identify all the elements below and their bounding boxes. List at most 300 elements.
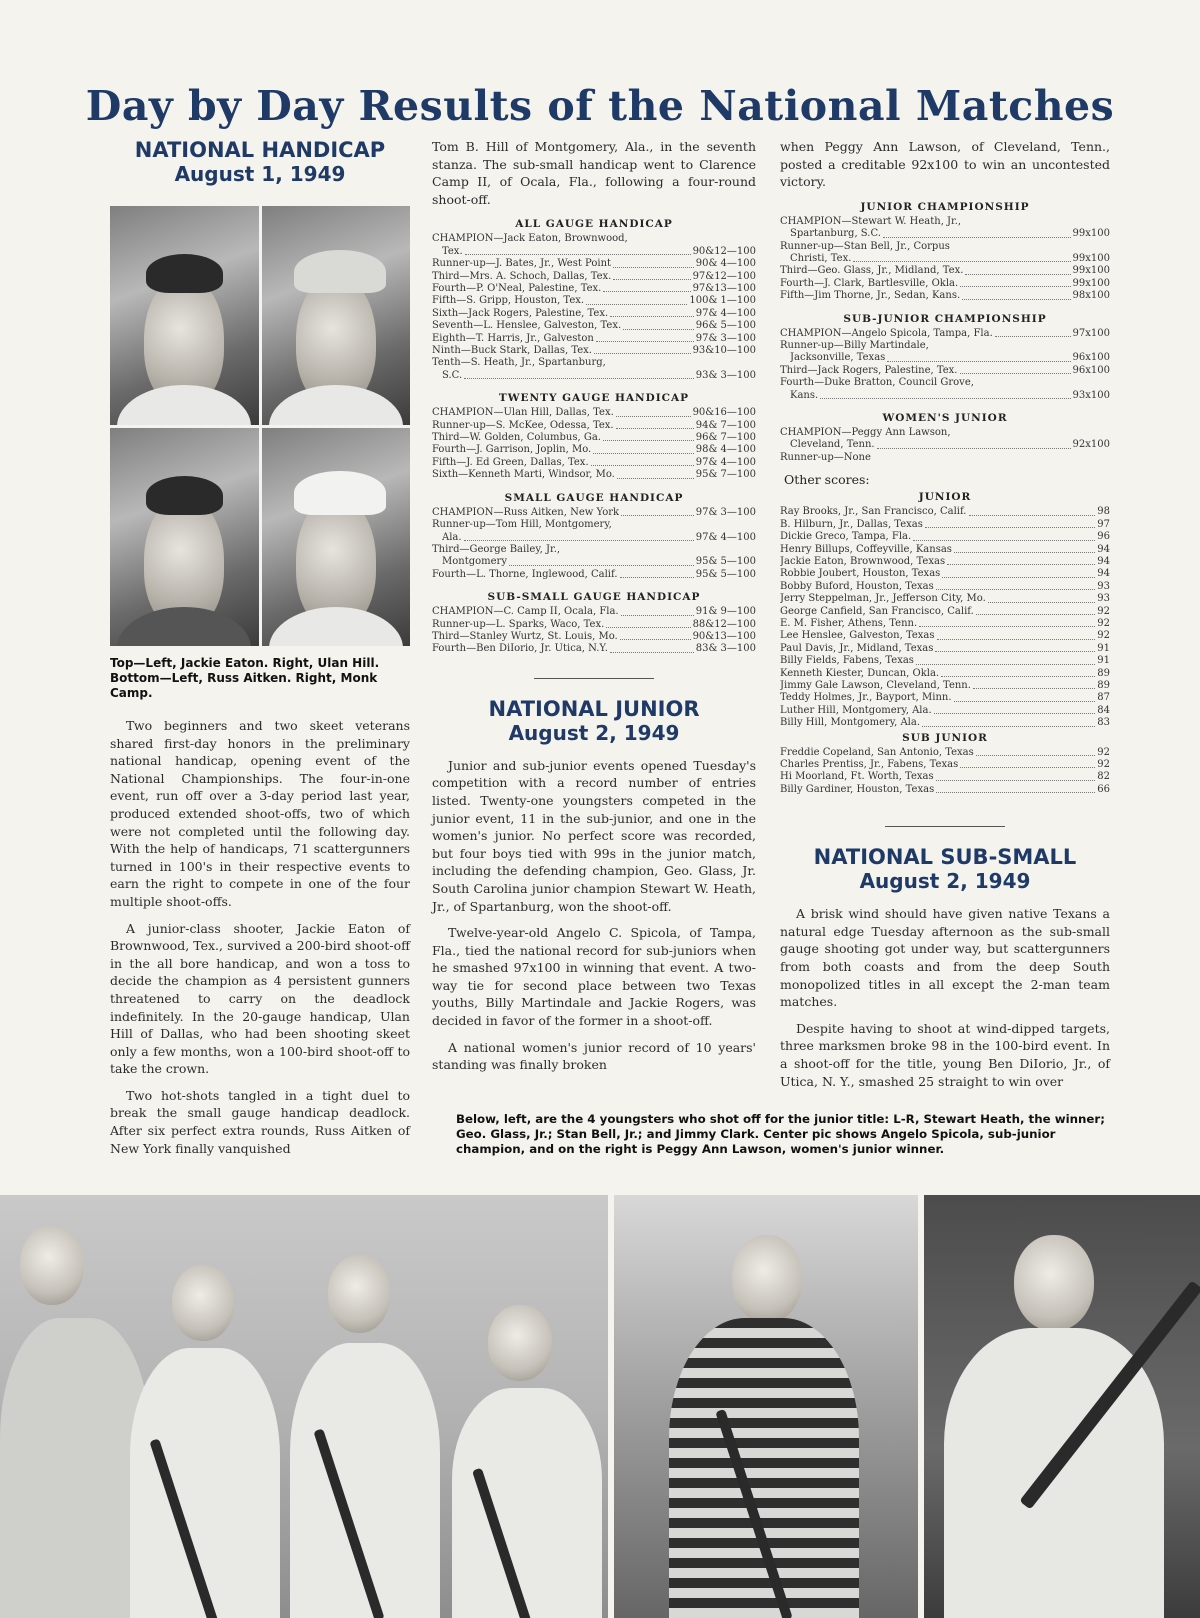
result-name: CHAMPION—Jack Eaton, Brownwood, (432, 233, 628, 245)
result-name: Jackie Eaton, Brownwood, Texas (780, 555, 946, 567)
photo-angelo-spicola (614, 1195, 918, 1618)
result-score: 90&12—100 (692, 245, 756, 257)
small-gauge-results (432, 507, 756, 581)
result-row (780, 747, 1110, 759)
result-name: Ray Brooks, Jr., San Francisco, Calif. (780, 506, 967, 518)
sub-small-article (780, 905, 1110, 1090)
result-name: CHAMPION—Stewart W. Heath, Jr., (780, 215, 962, 227)
result-score: 92 (1097, 605, 1110, 617)
leader-dots (509, 565, 694, 566)
leader-dots (593, 453, 694, 454)
result-row (432, 420, 756, 432)
column-middle (432, 138, 756, 1083)
result-row (432, 345, 756, 357)
leader-dots (464, 540, 694, 541)
result-score: 96& 5—100 (695, 320, 756, 332)
result-name: Runner-up—Billy Martindale, (780, 340, 929, 352)
paragraph: A brisk wind should have given native Texans a natural edge Tuesday afternoon as the sub-small gauge shooting got under way, but scattergunners from both coasts and from the deep South monopolized titles in all except the 2-man team matches. (780, 906, 1110, 1010)
result-row (780, 452, 1110, 464)
result-score: 97& 3—100 (695, 506, 756, 518)
result-name: Fourth—P. O'Neal, Palestine, Tex. (432, 283, 602, 294)
leader-dots (616, 416, 691, 417)
sub-junior-championship-results (780, 328, 1110, 402)
small-gauge-heading: SMALL GAUGE HANDICAP (504, 491, 684, 504)
result-row (780, 680, 1110, 692)
bottom-photo-caption: Below, left, are the 4 youngsters who shot off for the junior title: L-R, Stewart Heath, the winner; Geo. Glass, Jr.; Stan Bell, Jr.; and Jimmy Clark. Center pic shows Angelo Spicola, sub-junior champion, and on the right is Peggy Ann Lawson, women's junior winner. (456, 1112, 1105, 1156)
leader-dots (620, 577, 694, 578)
result-row (780, 556, 1110, 568)
leader-dots (591, 465, 694, 466)
result-row (432, 357, 756, 369)
result-row (780, 759, 1110, 771)
result-row (432, 370, 756, 382)
result-row (432, 283, 756, 295)
result-score: 92x100 (1072, 439, 1110, 451)
result-name: Runner-up—Stan Bell, Jr., Corpus (780, 240, 950, 252)
junior-championship-heading: JUNIOR CHAMPIONSHIP (860, 200, 1030, 213)
result-row (780, 352, 1110, 364)
result-score: 92 (1097, 617, 1110, 629)
result-name: E. M. Fisher, Athens, Tenn. (780, 617, 918, 629)
result-name: Billy Fields, Fabens, Texas (780, 655, 914, 667)
paragraph: Junior and sub-junior events opened Tuesday's competition with a record number of entries listed. Twenty-one youngsters competed in the junior event, 11 in the sub-junior, and one in the women's junior. No perfect score was recorded, but four boys tied with 99s in the junior match, including the defending champion, Geo. Glass, Jr. South Carolina junior champion Stewart W. Heath, Jr., of Spartanburg, won the shoot-off. (432, 757, 756, 914)
leader-dots (937, 639, 1096, 640)
result-score: 99x100 (1072, 277, 1110, 289)
result-name: Montgomery (442, 556, 507, 568)
result-score: 91 (1097, 642, 1110, 654)
result-row (780, 439, 1110, 451)
result-row (780, 643, 1110, 655)
paragraph: Tom B. Hill of Montgomery, Ala., in the seventh stanza. The sub-small handicap went to Clarence Camp II, of Ocala, Fla., following a four-round shoot-off. (432, 139, 756, 207)
result-row (780, 290, 1110, 302)
result-name: Jimmy Gale Lawson, Cleveland, Tenn. (780, 679, 971, 691)
result-name: Fourth—L. Thorne, Inglewood, Calif. (432, 568, 618, 580)
result-name: Fourth—Duke Bratton, Council Grove, (780, 377, 974, 389)
result-score: 95& 7—100 (695, 469, 756, 481)
result-row (780, 216, 1110, 228)
leader-dots (596, 341, 694, 342)
paragraph: Two beginners and two skeet veterans shared first-day honors in the preliminary national handicap, opening event of the National Championships. The four-in-one event, run off over a 3-day period last year, produced extended shoot-offs, two of which were not completed until the following day. With the help of handicaps, 71 scattergunners turned in 100's in their respective events to earn the right to compete in one of the four multiple shoot-offs. (110, 718, 410, 909)
portrait-grid (110, 206, 410, 646)
result-score: 97x100 (1072, 327, 1110, 339)
result-row (780, 618, 1110, 630)
leader-dots (606, 627, 690, 628)
result-name: Third—Stanley Wurtz, St. Louis, Mo. (432, 630, 618, 642)
paragraph: Despite having to shoot at wind-dipped targets, three marksmen broke 98 in the 100-bird event. In a shoot-off for the title, young Ben DiIorio, Jr., of Utica, N. Y., smashed 25 straight to win over (780, 1020, 1110, 1089)
result-name: Runner-up—None (780, 451, 871, 463)
result-row (432, 606, 756, 618)
result-row (432, 457, 756, 469)
result-score: 88&12—100 (692, 618, 756, 630)
other-sub-junior-results (780, 747, 1110, 797)
result-score: 93 (1097, 580, 1110, 592)
result-row (780, 717, 1110, 729)
paragraph: A junior-class shooter, Jackie Eaton of Brownwood, Tex., survived a 200-bird shoot-off in the all bore handicap, and won a toss to decide the champion as 4 persistent gunners threatened to carry on the deadlock indefinitely. In the 20-gauge handicap, Ulan Hill of Dallas, who had been shooting skeet only a few months, won a 100-bird shoot-off to take the crown. (110, 920, 410, 1077)
result-row (780, 328, 1110, 340)
leader-dots (613, 279, 690, 280)
handicap-article (110, 717, 410, 1157)
result-row (780, 506, 1110, 518)
result-name: Lee Henslee, Galveston, Texas (780, 630, 935, 642)
portrait-russ-aitken (110, 428, 259, 647)
result-score: 95& 5—100 (695, 568, 756, 580)
leader-dots (877, 448, 1071, 449)
result-row (432, 544, 756, 556)
leader-dots (621, 615, 694, 616)
result-name: Jacksonville, Texas (790, 352, 886, 364)
result-name: Billy Gardiner, Houston, Texas (780, 783, 935, 795)
portrait-jackie-eaton (110, 206, 259, 425)
result-row (780, 228, 1110, 240)
result-score: 98x100 (1072, 290, 1110, 302)
sub-small-date: August 2, 1949 (859, 869, 1031, 894)
result-score: 94 (1097, 555, 1110, 567)
leader-dots (954, 552, 1095, 553)
leader-dots (913, 540, 1095, 541)
result-name: Runner-up—J. Bates, Jr., West Point (432, 258, 612, 270)
sub-junior-championship-heading: SUB-JUNIOR CHAMPIONSHIP (843, 312, 1047, 325)
leader-dots (820, 398, 1070, 399)
page-title: Day by Day Results of the National Matches (85, 82, 1115, 130)
result-name: Third—W. Golden, Columbus, Ga. (432, 432, 601, 444)
result-row (432, 569, 756, 581)
other-sub-junior-heading: SUB JUNIOR (902, 731, 988, 744)
leader-dots (995, 336, 1071, 337)
result-row (432, 271, 756, 283)
leader-dots (623, 329, 694, 330)
sub-small-gauge-results (432, 606, 756, 656)
result-row (432, 507, 756, 519)
result-name: Kenneth Kiester, Duncan, Okla. (780, 667, 940, 679)
sub-small-title: NATIONAL SUB-SMALL (813, 845, 1077, 870)
result-name: Spartanburg, S.C. (790, 228, 881, 240)
result-score: 96x100 (1072, 352, 1110, 364)
result-row (780, 544, 1110, 556)
result-row (780, 593, 1110, 605)
result-name: CHAMPION—C. Camp II, Ocala, Fla. (432, 606, 619, 618)
all-gauge-heading: ALL GAUGE HANDICAP (515, 218, 673, 231)
divider (534, 678, 654, 679)
result-score: 93&10—100 (692, 345, 756, 357)
result-name: Third—Jack Rogers, Palestine, Tex. (780, 364, 958, 376)
leader-dots (988, 602, 1095, 603)
result-score: 95& 5—100 (695, 556, 756, 568)
leader-dots (883, 237, 1071, 238)
bottom-photo-strip (0, 1195, 1200, 1618)
result-row (432, 556, 756, 568)
result-row (780, 655, 1110, 667)
paragraph: A national women's junior record of 10 years' standing was finally broken (432, 1039, 756, 1073)
result-row (432, 432, 756, 444)
result-name: Henry Billups, Coffeyville, Kansas (780, 543, 952, 555)
twenty-gauge-results (432, 407, 756, 481)
leader-dots (616, 428, 694, 429)
result-name: Bobby Buford, Houston, Texas (780, 580, 934, 592)
result-score: 66 (1097, 783, 1110, 795)
leader-dots (947, 564, 1095, 565)
result-name: Billy Hill, Montgomery, Ala. (780, 717, 921, 729)
leader-dots (934, 713, 1096, 714)
other-junior-results (780, 506, 1110, 729)
result-score: 92 (1097, 759, 1110, 770)
leader-dots (942, 577, 1095, 578)
photo-four-youngsters (0, 1195, 608, 1618)
result-score: 90&16—100 (692, 407, 756, 419)
result-row (432, 444, 756, 456)
result-score: 92 (1097, 746, 1110, 758)
leader-dots (603, 291, 690, 292)
junior-title: NATIONAL JUNIOR (488, 696, 700, 721)
result-score: 83 (1097, 717, 1110, 729)
result-name: Fifth—Jim Thorne, Jr., Sedan, Kans. (780, 290, 961, 302)
leader-dots (922, 726, 1095, 727)
leader-dots (465, 254, 691, 255)
leader-dots (962, 299, 1070, 300)
result-score: 97& 3—100 (695, 332, 756, 344)
result-name: CHAMPION—Russ Aitken, New York (432, 506, 620, 518)
leader-dots (935, 651, 1095, 652)
result-score: 91 (1097, 655, 1110, 667)
leader-dots (853, 261, 1070, 262)
result-score: 99x100 (1072, 228, 1110, 240)
result-row (780, 630, 1110, 642)
result-score: 97& 4—100 (695, 307, 756, 319)
result-row (432, 532, 756, 544)
result-name: Third—George Bailey, Jr., (432, 543, 561, 555)
result-row (780, 340, 1110, 352)
result-row (780, 253, 1110, 265)
result-name: Jerry Steppelman, Jr., Jefferson City, Mo. (780, 593, 986, 605)
womens-junior-results (780, 427, 1110, 464)
result-name: Charles Prentiss, Jr., Fabens, Texas (780, 759, 959, 770)
leader-dots (620, 639, 691, 640)
result-row (432, 295, 756, 307)
leader-dots (973, 688, 1095, 689)
photo-peggy-ann-lawson (924, 1195, 1200, 1618)
result-row (432, 619, 756, 631)
result-score: 84 (1097, 704, 1110, 716)
result-score: 97& 4—100 (695, 531, 756, 543)
result-row (432, 233, 756, 245)
twenty-gauge-heading: TWENTY GAUGE HANDICAP (498, 392, 690, 405)
paragraph: when Peggy Ann Lawson, of Cleveland, Tenn., posted a creditable 92x100 to win an uncontested victory. (780, 139, 1110, 190)
result-row (780, 692, 1110, 704)
junior-heading (432, 697, 756, 745)
result-score: 89 (1097, 667, 1110, 679)
result-score: 96 (1097, 531, 1110, 543)
result-row (780, 568, 1110, 580)
leader-dots (965, 274, 1070, 275)
divider (885, 826, 1005, 827)
result-score: 99x100 (1072, 265, 1110, 277)
result-name: Fourth—Ben DiIorio, Jr. Utica, N.Y. (432, 643, 608, 655)
result-row (432, 631, 756, 643)
result-score: 82 (1097, 771, 1110, 783)
leader-dots (887, 361, 1070, 362)
result-name: Sixth—Jack Rogers, Palestine, Tex. (432, 307, 609, 319)
result-row (432, 308, 756, 320)
result-name: Third—Mrs. A. Schoch, Dallas, Tex. (432, 270, 612, 282)
all-gauge-results (432, 233, 756, 382)
result-name: Runner-up—Tom Hill, Montgomery, (432, 519, 612, 531)
result-score: 94& 7—100 (695, 419, 756, 431)
junior-article (432, 757, 756, 1074)
handicap-heading (110, 138, 410, 186)
result-row (432, 519, 756, 531)
result-score: 97&12—100 (692, 270, 756, 282)
result-score: 96& 7—100 (695, 432, 756, 444)
leader-dots (586, 304, 687, 305)
result-name: Kans. (790, 389, 819, 401)
leader-dots (594, 353, 691, 354)
leader-dots (610, 652, 694, 653)
handicap-title: NATIONAL HANDICAP (134, 138, 386, 162)
other-scores-label: Other scores: (784, 472, 870, 488)
portrait-ulan-hill (262, 206, 411, 425)
result-row (780, 784, 1110, 796)
result-name: Seventh—L. Henslee, Galveston, Tex. (432, 320, 622, 332)
result-name: Eighth—T. Harris, Jr., Galveston (432, 332, 594, 344)
result-row (780, 531, 1110, 543)
sub-small-gauge-heading: SUB-SMALL GAUGE HANDICAP (487, 591, 701, 604)
result-row (780, 390, 1110, 402)
leader-dots (976, 755, 1095, 756)
result-score: 93x100 (1072, 389, 1110, 401)
result-score: 90&13—100 (692, 630, 756, 642)
result-name: Freddie Copeland, San Antonio, Texas (780, 746, 974, 758)
result-name: Ala. (442, 531, 462, 543)
handicap-date: August 1, 1949 (174, 162, 346, 186)
leader-dots (960, 286, 1070, 287)
result-name: Tex. (442, 245, 463, 257)
result-name: Robbie Joubert, Houston, Texas (780, 568, 941, 580)
result-row (780, 427, 1110, 439)
result-row (780, 241, 1110, 253)
result-row (780, 581, 1110, 593)
leader-dots (613, 267, 694, 268)
result-score: 92 (1097, 630, 1110, 642)
result-row (432, 258, 756, 270)
result-row (780, 278, 1110, 290)
result-name: Runner-up—L. Sparks, Waco, Tex. (432, 618, 605, 630)
portrait-caption: Top—Left, Jackie Eaton. Right, Ulan Hill. Bottom—Left, Russ Aitken. Right, Monk Camp. (110, 656, 380, 700)
result-score: 90& 4—100 (695, 258, 756, 270)
result-score: 100& 1—100 (689, 295, 756, 307)
leader-dots (954, 701, 1096, 702)
result-score: 98 (1097, 506, 1110, 518)
result-name: Ninth—Buck Stark, Dallas, Tex. (432, 345, 592, 357)
result-name: Third—Geo. Glass, Jr., Midland, Tex. (780, 265, 964, 277)
result-row (780, 265, 1110, 277)
result-name: CHAMPION—Peggy Ann Lawson, (780, 427, 951, 439)
result-row (432, 333, 756, 345)
other-junior-heading: JUNIOR (918, 491, 972, 504)
womens-junior-heading: WOMEN'S JUNIOR (882, 412, 1008, 425)
result-name: CHAMPION—Angelo Spicola, Tampa, Fla. (780, 327, 993, 339)
result-name: Tenth—S. Heath, Jr., Spartanburg, (432, 357, 606, 369)
result-score: 98& 4—100 (695, 444, 756, 456)
leader-dots (976, 614, 1095, 615)
result-name: George Canfield, San Francisco, Calif. (780, 605, 974, 617)
result-score: 89 (1097, 679, 1110, 691)
leader-dots (960, 373, 1071, 374)
result-score: 93& 3—100 (695, 369, 756, 381)
sub-small-heading (780, 845, 1110, 893)
result-name: Paul Davis, Jr., Midland, Texas (780, 642, 934, 654)
result-score: 97& 4—100 (695, 456, 756, 468)
result-name: Sixth—Kenneth Marti, Windsor, Mo. (432, 469, 615, 481)
result-name: Fourth—J. Clark, Bartlesville, Okla. (780, 277, 959, 289)
result-name: Fifth—S. Gripp, Houston, Tex. (432, 295, 585, 307)
result-name: Fourth—J. Garrison, Joplin, Mo. (432, 444, 592, 456)
result-name: Runner-up—S. McKee, Odessa, Tex. (432, 419, 614, 431)
result-score: 91& 9—100 (695, 606, 756, 618)
leader-dots (617, 478, 694, 479)
result-name: Teddy Holmes, Jr., Bayport, Minn. (780, 692, 952, 704)
result-row (432, 407, 756, 419)
leader-dots (621, 515, 694, 516)
result-name: S.C. (442, 369, 463, 381)
leader-dots (919, 626, 1095, 627)
junior-championship-results (780, 216, 1110, 303)
paragraph: Two hot-shots tangled in a tight duel to break the small gauge handicap deadlock. After six perfect extra rounds, Russ Aitken of New York finally vanquished (110, 1087, 410, 1156)
leader-dots (464, 378, 694, 379)
result-name: Hi Moorland, Ft. Worth, Texas (780, 771, 934, 783)
result-name: Luther Hill, Montgomery, Ala. (780, 704, 932, 716)
column-right (780, 138, 1110, 1099)
result-score: 83& 3—100 (695, 643, 756, 655)
portrait-monk-camp (262, 428, 411, 647)
result-name: CHAMPION—Ulan Hill, Dallas, Tex. (432, 407, 614, 419)
leader-dots (610, 316, 694, 317)
leader-dots (925, 527, 1095, 528)
result-score: 87 (1097, 692, 1110, 704)
result-score: 97 (1097, 518, 1110, 530)
result-row (780, 377, 1110, 389)
result-name: B. Hilburn, Jr., Dallas, Texas (780, 518, 923, 530)
result-row (432, 643, 756, 655)
leader-dots (936, 792, 1095, 793)
result-score: 94 (1097, 568, 1110, 580)
result-row (432, 469, 756, 481)
leader-dots (960, 767, 1095, 768)
result-row (780, 771, 1110, 783)
leader-dots (916, 664, 1095, 665)
paragraph: Twelve-year-old Angelo C. Spicola, of Tampa, Fla., tied the national record for sub-juniors when he smashed 97x100 in winning that event. A two-way tie for second place between two Texas youths, Billy Martindale and Jackie Rogers, was decided in favor of the former in a shoot-off. (432, 925, 756, 1029)
result-score: 94 (1097, 543, 1110, 555)
result-score: 93 (1097, 593, 1110, 605)
result-name: Christi, Tex. (790, 253, 852, 264)
result-row (780, 705, 1110, 717)
result-name: Fifth—J. Ed Green, Dallas, Tex. (432, 456, 589, 468)
leader-dots (936, 589, 1096, 590)
result-score: 96x100 (1072, 364, 1110, 376)
leader-dots (936, 780, 1096, 781)
result-row (780, 606, 1110, 618)
result-row (780, 668, 1110, 680)
result-row (780, 365, 1110, 377)
result-score: 99x100 (1072, 253, 1110, 264)
result-score: 97&13—100 (692, 283, 756, 294)
result-name: Dickie Greco, Tampa, Fla. (780, 531, 912, 543)
result-row (432, 320, 756, 332)
leader-dots (941, 676, 1095, 677)
result-row (780, 519, 1110, 531)
result-name: Cleveland, Tenn. (790, 439, 875, 451)
leader-dots (969, 515, 1096, 516)
result-row (432, 246, 756, 258)
leader-dots (603, 440, 694, 441)
